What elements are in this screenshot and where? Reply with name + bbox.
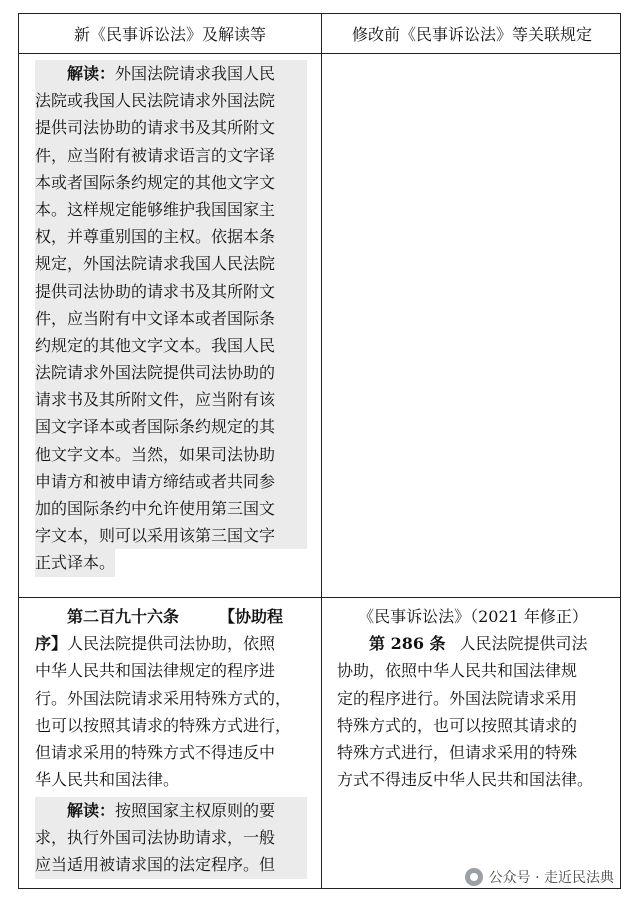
watermark-text: 公众号 · 走近民法典 <box>488 870 614 886</box>
interpretation-label: 解读： <box>67 64 116 83</box>
header-old-law: 修改前《民事诉讼法》等关联规定 <box>351 25 592 44</box>
old-law-title: 《民事诉讼法》（2021 年修正） <box>358 607 588 626</box>
column-divider <box>321 14 322 888</box>
interpretation-label-2: 解读： <box>67 801 116 820</box>
old-article-number: 第 286 条 <box>369 634 446 654</box>
watermark <box>461 866 618 888</box>
article-296: 第二百九十六条 【协助程 序】人民法院提供司法协助，依照 中华人民共和国法律规定的程序进 行。外国法院请求采用特殊方式的， 也可以按照其请求的特殊方式进行， 但请求采用的特殊方式不得违反中 华人民共和国法律。 <box>35 607 292 790</box>
old-law-article-286: 《民事诉讼法》（2021 年修正） 第 286 条 人民法院提供司法 协助，依照中华人民共和国法律规 定的程序进行。外国法院请求采用 特殊方式的，也可以按照其请求的 特殊方式进行，但请求采用的特殊 方式不得违反中华人民共和国法律。 <box>337 603 609 793</box>
header-divider <box>19 53 620 54</box>
interpretation-block-1: 解读：外国法院请求我国人民 法院或我国人民法院请求外国法院 提供司法协助的请求书及其所附文 件，应当附有被请求语言的文字译 本或者国际条约规定的其他文字文 本。这样规定能够维护我国国家主 权，并尊重别国的主权。依据本条 规定，外国法院请求我国人民法院 提供司法协助的请求书及其所附文 件，应当附有中文译本或者国际条 约规定的其他文字文本。我国人民 法院请求外国法院提供司法协助的 请求书及其所附文件，应当附有该 国文字译本或者国际条约规定的其 他文字文本。当然，如果司法协助 申请方和被申请方缔结或者共同参 加的国际条约中允许使用第三国文 字文本，则可以采用该第三国文字 正式译本。 <box>35 60 307 577</box>
header-new-law: 新《民事诉讼法》及解读等 <box>73 25 266 44</box>
comparison-table <box>18 13 621 889</box>
article-heading: 第二百九十六条 <box>67 607 180 626</box>
article-tag: 【协助程 <box>219 607 284 626</box>
row-divider <box>19 597 620 598</box>
wechat-icon <box>465 868 483 886</box>
interpretation-block-2: 解读：按照国家主权原则的要 求，执行外国司法协助请求，一般 应当适用被请求国的法定程序。但 <box>35 797 307 879</box>
